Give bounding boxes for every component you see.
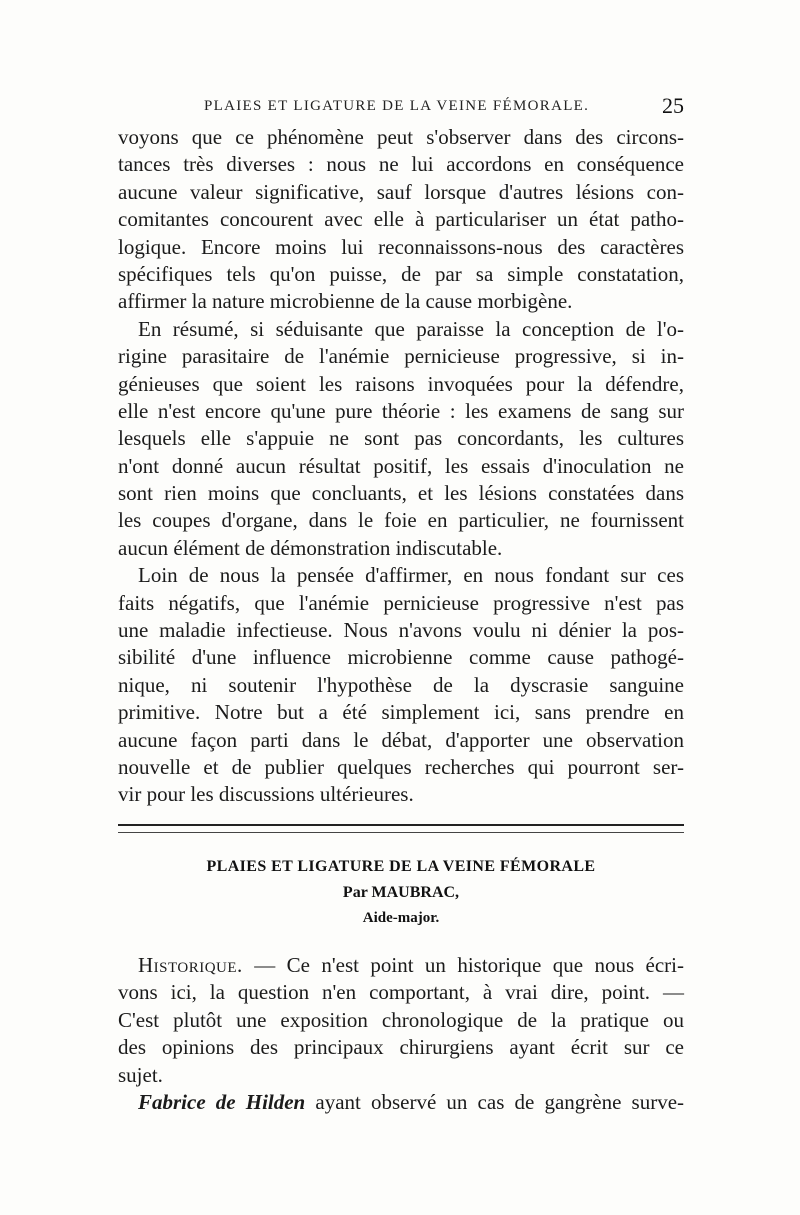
text-fragment: ayant observé un cas de gangrène surve- <box>305 1089 685 1114</box>
section-heading: Historique. <box>138 953 243 977</box>
text-line: sont rien moins que concluants, et les lésions constatées dans <box>118 481 684 506</box>
text-line: vons ici, la question n'en comportant, à vrai dire, point. — <box>118 980 684 1005</box>
text-line: nouvelle et de publier quelques recherches qui pourront ser- <box>118 754 684 779</box>
text-line: spécifiques tels qu'on puisse, de par sa simple constatation, <box>118 261 684 286</box>
text-line: rigine parasitaire de l'anémie pernicieuse progressive, si in- <box>118 344 684 369</box>
text-line: Loin de nous la pensée d'affirmer, en nous fondant sur ces <box>138 563 684 588</box>
text-line: aucune valeur significative, sauf lorsque d'autres lésions con- <box>118 179 684 204</box>
article-title: PLAIES ET LIGATURE DE LA VEINE FÉMORALE <box>206 858 596 875</box>
text-fragment: — Ce n'est point un historique que nous écri- <box>242 953 684 977</box>
text-line: C'est plutôt une exposition chronologique de la pratique ou <box>118 1007 684 1032</box>
body-text-bottom <box>118 952 684 1116</box>
text-line: tances très diverses : nous ne lui accordons en conséquence <box>118 152 684 177</box>
text-line <box>118 1089 684 1116</box>
text-line: affirmer la nature microbienne de la cause morbigène. <box>118 289 573 314</box>
text-line: des opinions des principaux chirurgiens ayant écrit sur ce <box>118 1035 684 1060</box>
text-line: génieuses que soient les raisons invoquées pour la défendre, <box>118 371 684 396</box>
text-line: sibilité d'une influence microbienne comme cause pathogé- <box>118 645 684 670</box>
text-line: comitantes concourent avec elle à particulariser un état patho- <box>118 207 684 232</box>
running-head <box>118 93 684 126</box>
text-line: les coupes d'organe, dans le foie en particulier, ne fournissent <box>118 508 684 533</box>
text-line: sujet. <box>118 1062 163 1087</box>
text-line: nique, ni soutenir l'hypothèse de la dyscrasie sanguine <box>118 672 684 697</box>
author-name-italic: Fabrice de Hilden <box>138 1089 306 1114</box>
text-line: une maladie infectieuse. Nous n'avons voulu ni dénier la pos- <box>118 618 684 643</box>
text-line: En résumé, si séduisante que paraisse la conception de l'o- <box>138 316 684 341</box>
text-line: elle n'est encore qu'une pure théorie : les examens de sang sur <box>118 398 684 423</box>
text-line: primitive. Notre but a été simplement ici, sans prendre en <box>118 700 684 725</box>
text-line: vir pour les discussions ultérieures. <box>118 782 414 807</box>
body-text-top <box>118 124 684 809</box>
text-line: voyons que ce phénomène peut s'observer dans des circons- <box>118 125 684 149</box>
text-line <box>118 952 684 979</box>
article-author-rank: Aide-major. <box>362 910 440 926</box>
page-number: 25 <box>662 93 684 118</box>
text-line: logique. Encore moins lui reconnaissons-nous des caractères <box>118 234 684 259</box>
article-author: Par MAUBRAC, <box>342 884 460 901</box>
text-line: aucun élément de démonstration indiscutable. <box>118 535 503 560</box>
running-title: PLAIES ET LIGATURE DE LA VEINE FÉMORALE. <box>204 98 590 114</box>
section-divider <box>118 824 684 833</box>
text-line: faits négatifs, que l'anémie pernicieuse progressive n'est pas <box>118 590 684 615</box>
text-line: aucune façon parti dans le débat, d'apporter une observation <box>118 727 684 752</box>
text-line: lesquels elle s'appuie ne sont pas concordants, les cultures <box>118 426 684 451</box>
text-line: n'ont donné aucun résultat positif, les essais d'inoculation ne <box>118 453 684 478</box>
